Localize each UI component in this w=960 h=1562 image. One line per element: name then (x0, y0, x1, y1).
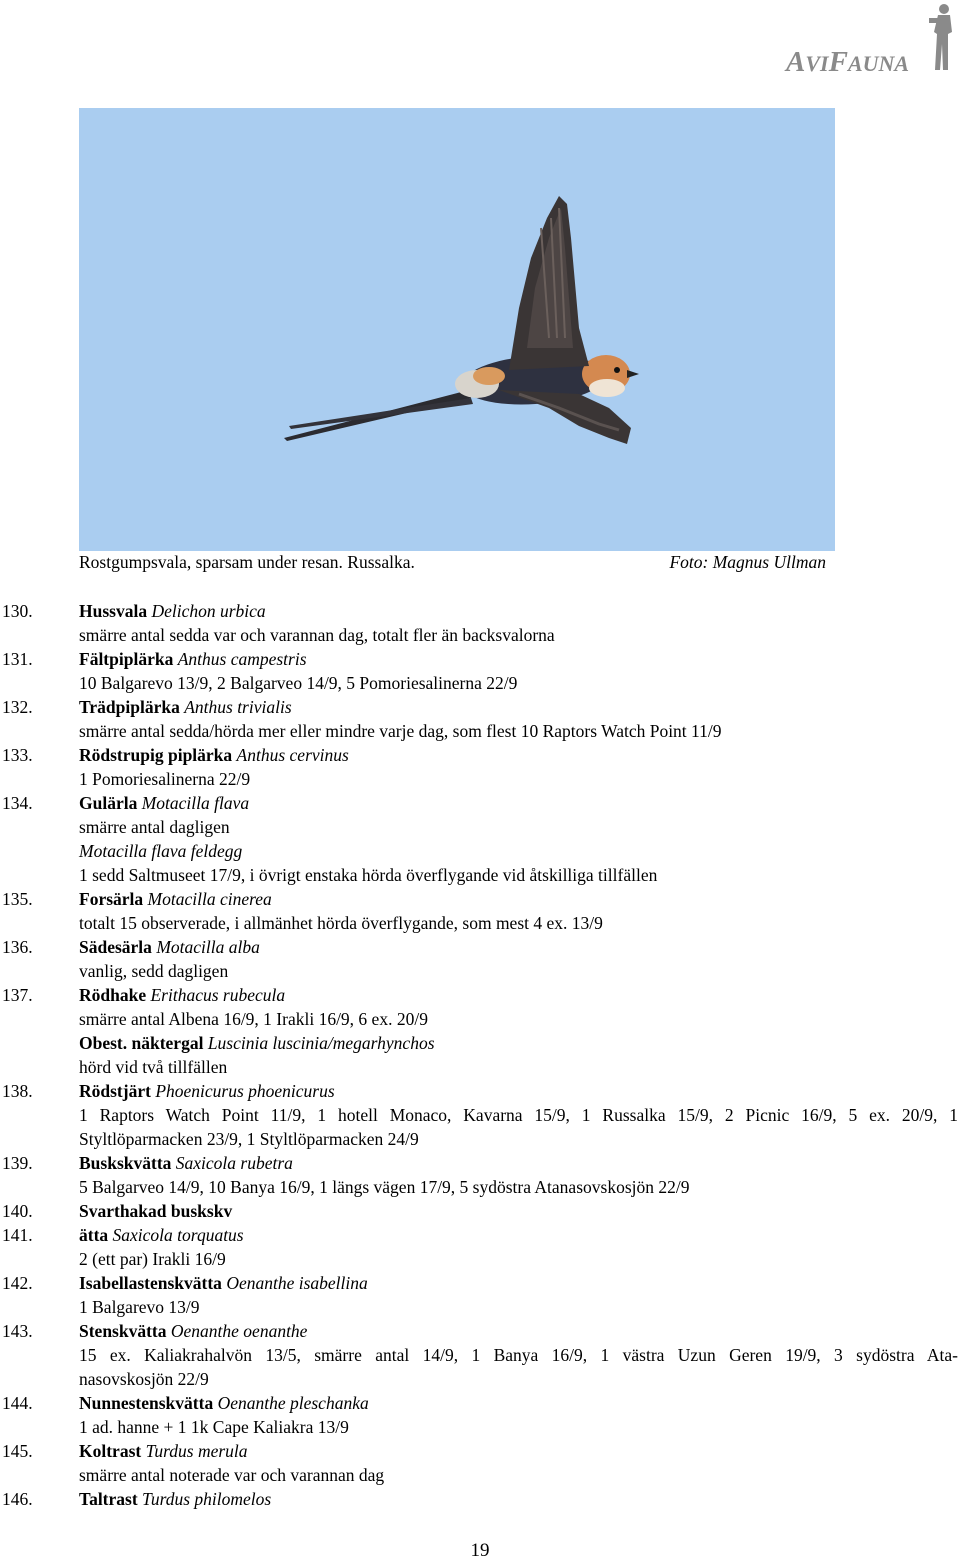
species-detail: smärre antal noterade var och varannan dag (79, 1465, 385, 1485)
species-number: 136. (2, 937, 33, 957)
species-heading-row (0, 935, 960, 959)
species-latin: Saxicola rubetra (175, 1153, 293, 1173)
species-detail-row (0, 767, 960, 791)
species-detail-row (0, 1343, 960, 1367)
species-latin: Anthus trivialis (184, 697, 292, 717)
species-latin: Motacilla alba (156, 937, 260, 957)
species-name: Fältpiplärka (79, 649, 174, 669)
species-number: 130. (2, 601, 33, 621)
species-number: 142. (2, 1273, 33, 1293)
species-detail-row (0, 815, 960, 839)
species-heading-row (0, 983, 960, 1007)
logo-wordmark: AVIFAUNA (786, 46, 910, 78)
species-name: Rödhake (79, 985, 147, 1005)
species-detail: 1 Raptors Watch Point 11/9, 1 hotell Monaco, Kavarna 15/9, 1 Russalka 15/9, 2 Picnic 16/9, 5 ex. 20/9, 1 (79, 1105, 958, 1125)
species-name: Buskskvätta (79, 1153, 172, 1173)
bird-photo (79, 108, 835, 551)
species-name: Trädpiplärka (79, 697, 180, 717)
subspecies-name: Obest. näktergal (79, 1033, 204, 1053)
species-detail: 15 ex. Kaliakrahalvön 13/5, smärre antal 14/9, 1 Banya 16/9, 1 västra Uzun Geren 19/9, 3 sydöstra Ata- (79, 1345, 958, 1365)
species-heading-row (0, 1319, 960, 1343)
species-latin: Anthus campestris (177, 649, 307, 669)
species-detail: 1 ad. hanne + 1 1k Cape Kaliakra 13/9 (79, 1417, 349, 1437)
species-number: 140. (2, 1201, 33, 1221)
species-heading-row (0, 743, 960, 767)
species-detail: 10 Balgarevo 13/9, 2 Balgarveo 14/9, 5 Pomoriesalinerna 22/9 (79, 673, 518, 693)
species-heading-row (0, 1223, 960, 1247)
species-detail: hörd vid två tillfällen (79, 1057, 228, 1077)
species-name: Rödstjärt (79, 1081, 151, 1101)
species-detail-row (0, 1247, 960, 1271)
species-latin: Oenanthe oenanthe (170, 1321, 308, 1341)
species-detail-row (0, 911, 960, 935)
species-number: 139. (2, 1153, 33, 1173)
species-name: Rödstrupig piplärka (79, 745, 233, 765)
species-name: Hussvala (79, 601, 148, 621)
species-detail: smärre antal dagligen (79, 817, 230, 837)
species-latin: Anthus cervinus (236, 745, 349, 765)
species-detail-row (0, 623, 960, 647)
species-detail: 1 Balgarevo 13/9 (79, 1297, 200, 1317)
species-heading-row (0, 887, 960, 911)
page-number: 19 (470, 1540, 490, 1561)
species-detail: smärre antal sedda var och varannan dag, totalt fler än backsvalorna (79, 625, 555, 645)
species-number: 134. (2, 793, 33, 813)
species-detail: nasovskosjön 22/9 (79, 1369, 209, 1389)
species-detail: totalt 15 observerade, i allmänhet hörda överflygande, som mest 4 ex. 13/9 (79, 913, 603, 933)
species-number: 143. (2, 1321, 33, 1341)
species-latin: Oenanthe isabellina (226, 1273, 368, 1293)
subspecies-heading-row (0, 1031, 960, 1055)
species-number: 138. (2, 1081, 33, 1101)
species-name: Sädesärla (79, 937, 152, 957)
species-detail-row (0, 1295, 960, 1319)
species-detail: smärre antal Albena 16/9, 1 Irakli 16/9, 6 ex. 20/9 (79, 1009, 428, 1029)
species-latin: Phoenicurus phoenicurus (155, 1081, 335, 1101)
species-detail-row (0, 1103, 960, 1127)
species-detail: 1 sedd Saltmuseet 17/9, i övrigt enstaka hörda överflygande vid åtskilliga tillfällen (79, 865, 658, 885)
species-detail-row (0, 1007, 960, 1031)
species-name: Forsärla (79, 889, 144, 909)
swallow-illustration (79, 108, 835, 551)
species-number: 133. (2, 745, 33, 765)
species-list (0, 599, 960, 1511)
species-number: 135. (2, 889, 33, 909)
species-name: Taltrast (79, 1489, 138, 1509)
photo-credit: Foto: Magnus Ullman (669, 552, 826, 572)
species-latin: Delichon urbica (151, 601, 266, 621)
species-number: 145. (2, 1441, 33, 1461)
species-name: ätta (79, 1225, 109, 1245)
species-detail-row (0, 1175, 960, 1199)
species-latin: Turdus merula (145, 1441, 248, 1461)
species-name: Gulärla (79, 793, 138, 813)
species-name: Svarthakad buskskv (79, 1201, 233, 1221)
species-heading-row (0, 1151, 960, 1175)
species-heading-row (0, 1391, 960, 1415)
species-detail: smärre antal sedda/hörda mer eller mindre varje dag, som flest 10 Raptors Watch Point 11/9 (79, 721, 722, 741)
subspecies-latin: Luscinia luscinia/megarhynchos (207, 1033, 435, 1053)
species-latin: Motacilla cinerea (147, 889, 272, 909)
species-number: 144. (2, 1393, 33, 1413)
species-latin: Saxicola torquatus (112, 1225, 244, 1245)
species-name: Nunnestenskvätta (79, 1393, 214, 1413)
species-heading-row (0, 791, 960, 815)
species-detail: vanlig, sedd dagligen (79, 961, 229, 981)
species-heading-row (0, 1439, 960, 1463)
species-name: Stenskvätta (79, 1321, 167, 1341)
species-number: 137. (2, 985, 33, 1005)
species-heading-row (0, 1079, 960, 1103)
species-latin: Erithacus rubecula (150, 985, 286, 1005)
species-detail-row (0, 1367, 960, 1391)
species-detail-row (0, 1055, 960, 1079)
subspecies-heading-row (0, 839, 960, 863)
species-heading-row (0, 695, 960, 719)
species-detail-row (0, 1463, 960, 1487)
species-name: Koltrast (79, 1441, 142, 1461)
species-detail-row (0, 671, 960, 695)
species-detail: 1 Pomoriesalinerna 22/9 (79, 769, 251, 789)
species-heading-row (0, 1271, 960, 1295)
subspecies-latin: Motacilla flava feldegg (79, 841, 243, 861)
species-latin: Oenanthe pleschanka (217, 1393, 369, 1413)
species-number: 132. (2, 697, 33, 717)
species-detail-row (0, 719, 960, 743)
species-latin: Turdus philomelos (142, 1489, 272, 1509)
species-detail: 5 Balgarveo 14/9, 10 Banya 16/9, 1 längs vägen 17/9, 5 sydöstra Atanasovskosjön 22/9 (79, 1177, 690, 1197)
species-detail-row (0, 863, 960, 887)
species-heading-row (0, 1487, 960, 1511)
species-detail: Styltlöparmacken 23/9, 1 Styltlöparmacken 24/9 (79, 1129, 419, 1149)
species-latin: Motacilla flava (141, 793, 250, 813)
species-detail: 2 (ett par) Irakli 16/9 (79, 1249, 226, 1269)
species-number: 146. (2, 1489, 33, 1509)
species-name: Isabellastenskvätta (79, 1273, 222, 1293)
species-number: 131. (2, 649, 33, 669)
photo-caption: Rostgumpsvala, sparsam under resan. Russalka. (79, 552, 415, 572)
species-heading-row (0, 647, 960, 671)
avifauna-logo (786, 2, 956, 76)
species-detail-row (0, 1415, 960, 1439)
species-detail-row (0, 959, 960, 983)
birdwatcher-figure-icon (926, 2, 956, 72)
species-heading-row (0, 1199, 960, 1223)
species-number: 141. (2, 1225, 33, 1245)
species-heading-row (0, 599, 960, 623)
species-detail-row (0, 1127, 960, 1151)
